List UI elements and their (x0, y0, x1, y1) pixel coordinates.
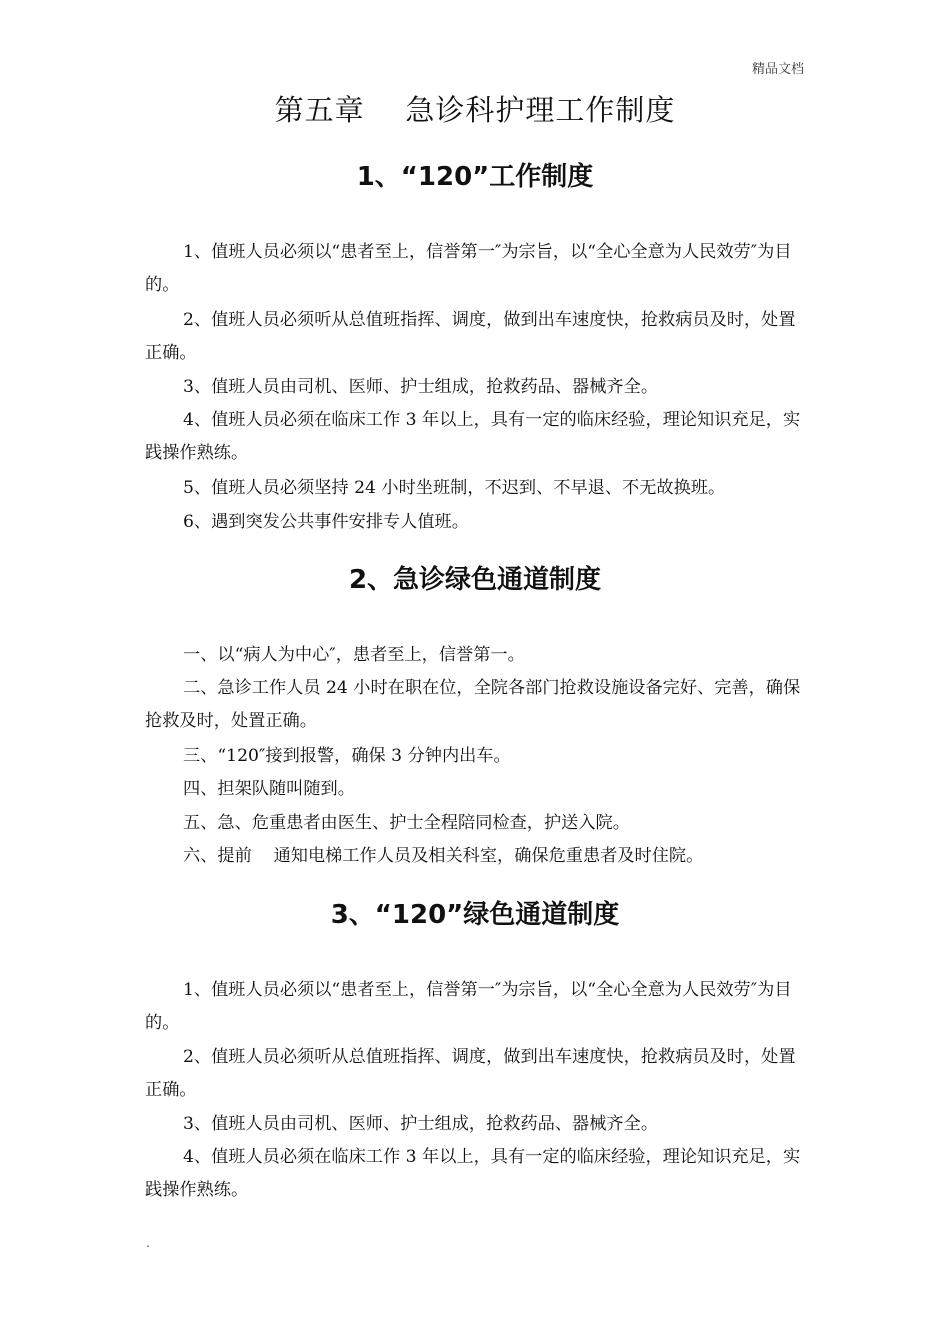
paragraph: 三、“120″接到报警，确保 3 分钟内出车。 (183, 746, 511, 766)
footer-mark: . (146, 1236, 150, 1250)
section-heading-3: 3、“120”绿色通道制度 (330, 900, 620, 930)
paragraph: 4、值班人员必须在临床工作 3 年以上，具有一定的临床经验，理论知识充足，实践操作熟练。 (145, 410, 801, 463)
paragraph: 一、以“病人为中心″，患者至上，信誉第一。 (183, 645, 525, 665)
paragraph: 2、值班人员必须听从总值班指挥、调度，做到出车速度快，抢救病员及时，处置正确。 (145, 1047, 796, 1100)
paragraph: 5、值班人员必须坚持 24 小时坐班制，不迟到、不早退、不无故换班。 (183, 478, 726, 498)
paragraph: 3、值班人员由司机、医师、护士组成，抢救药品、器械齐全。 (183, 377, 659, 397)
paragraph: 2、值班人员必须听从总值班指挥、调度，做到出车速度快，抢救病员及时，处置正确。 (145, 310, 796, 363)
chapter-title: 第五章 急诊科护理工作制度 (274, 93, 676, 127)
paragraph: 四、担架队随叫随到。 (183, 779, 355, 799)
paragraph: 6、遇到突发公共事件安排专人值班。 (183, 512, 469, 532)
paragraph: 五、急、危重患者由医生、护士全程陪同检查，护送入院。 (183, 813, 630, 833)
section-heading-1: 1、“120”工作制度 (356, 162, 594, 192)
header-label: 精品文档 (751, 62, 804, 77)
paragraph: 3、值班人员由司机、医师、护士组成，抢救药品、器械齐全。 (183, 1114, 659, 1134)
paragraph: 二、急诊工作人员 24 小时在职在位，全院各部门抢救设施设备完好、完善，确保抢救及时，处置正确。 (145, 678, 801, 731)
paragraph: 六、提前 通知电梯工作人员及相关科室，确保危重患者及时住院。 (183, 846, 704, 866)
paragraph: 1、值班人员必须以“患者至上，信誉第一″为宗旨，以“全心全意为人民效劳″为目的。 (145, 980, 792, 1033)
paragraph: 1、值班人员必须以“患者至上，信誉第一″为宗旨，以“全心全意为人民效劳″为目的。 (145, 242, 792, 295)
section-heading-2: 2、急诊绿色通道制度 (348, 565, 602, 595)
paragraph: 4、值班人员必须在临床工作 3 年以上，具有一定的临床经验，理论知识充足，实践操作熟练。 (145, 1147, 801, 1200)
